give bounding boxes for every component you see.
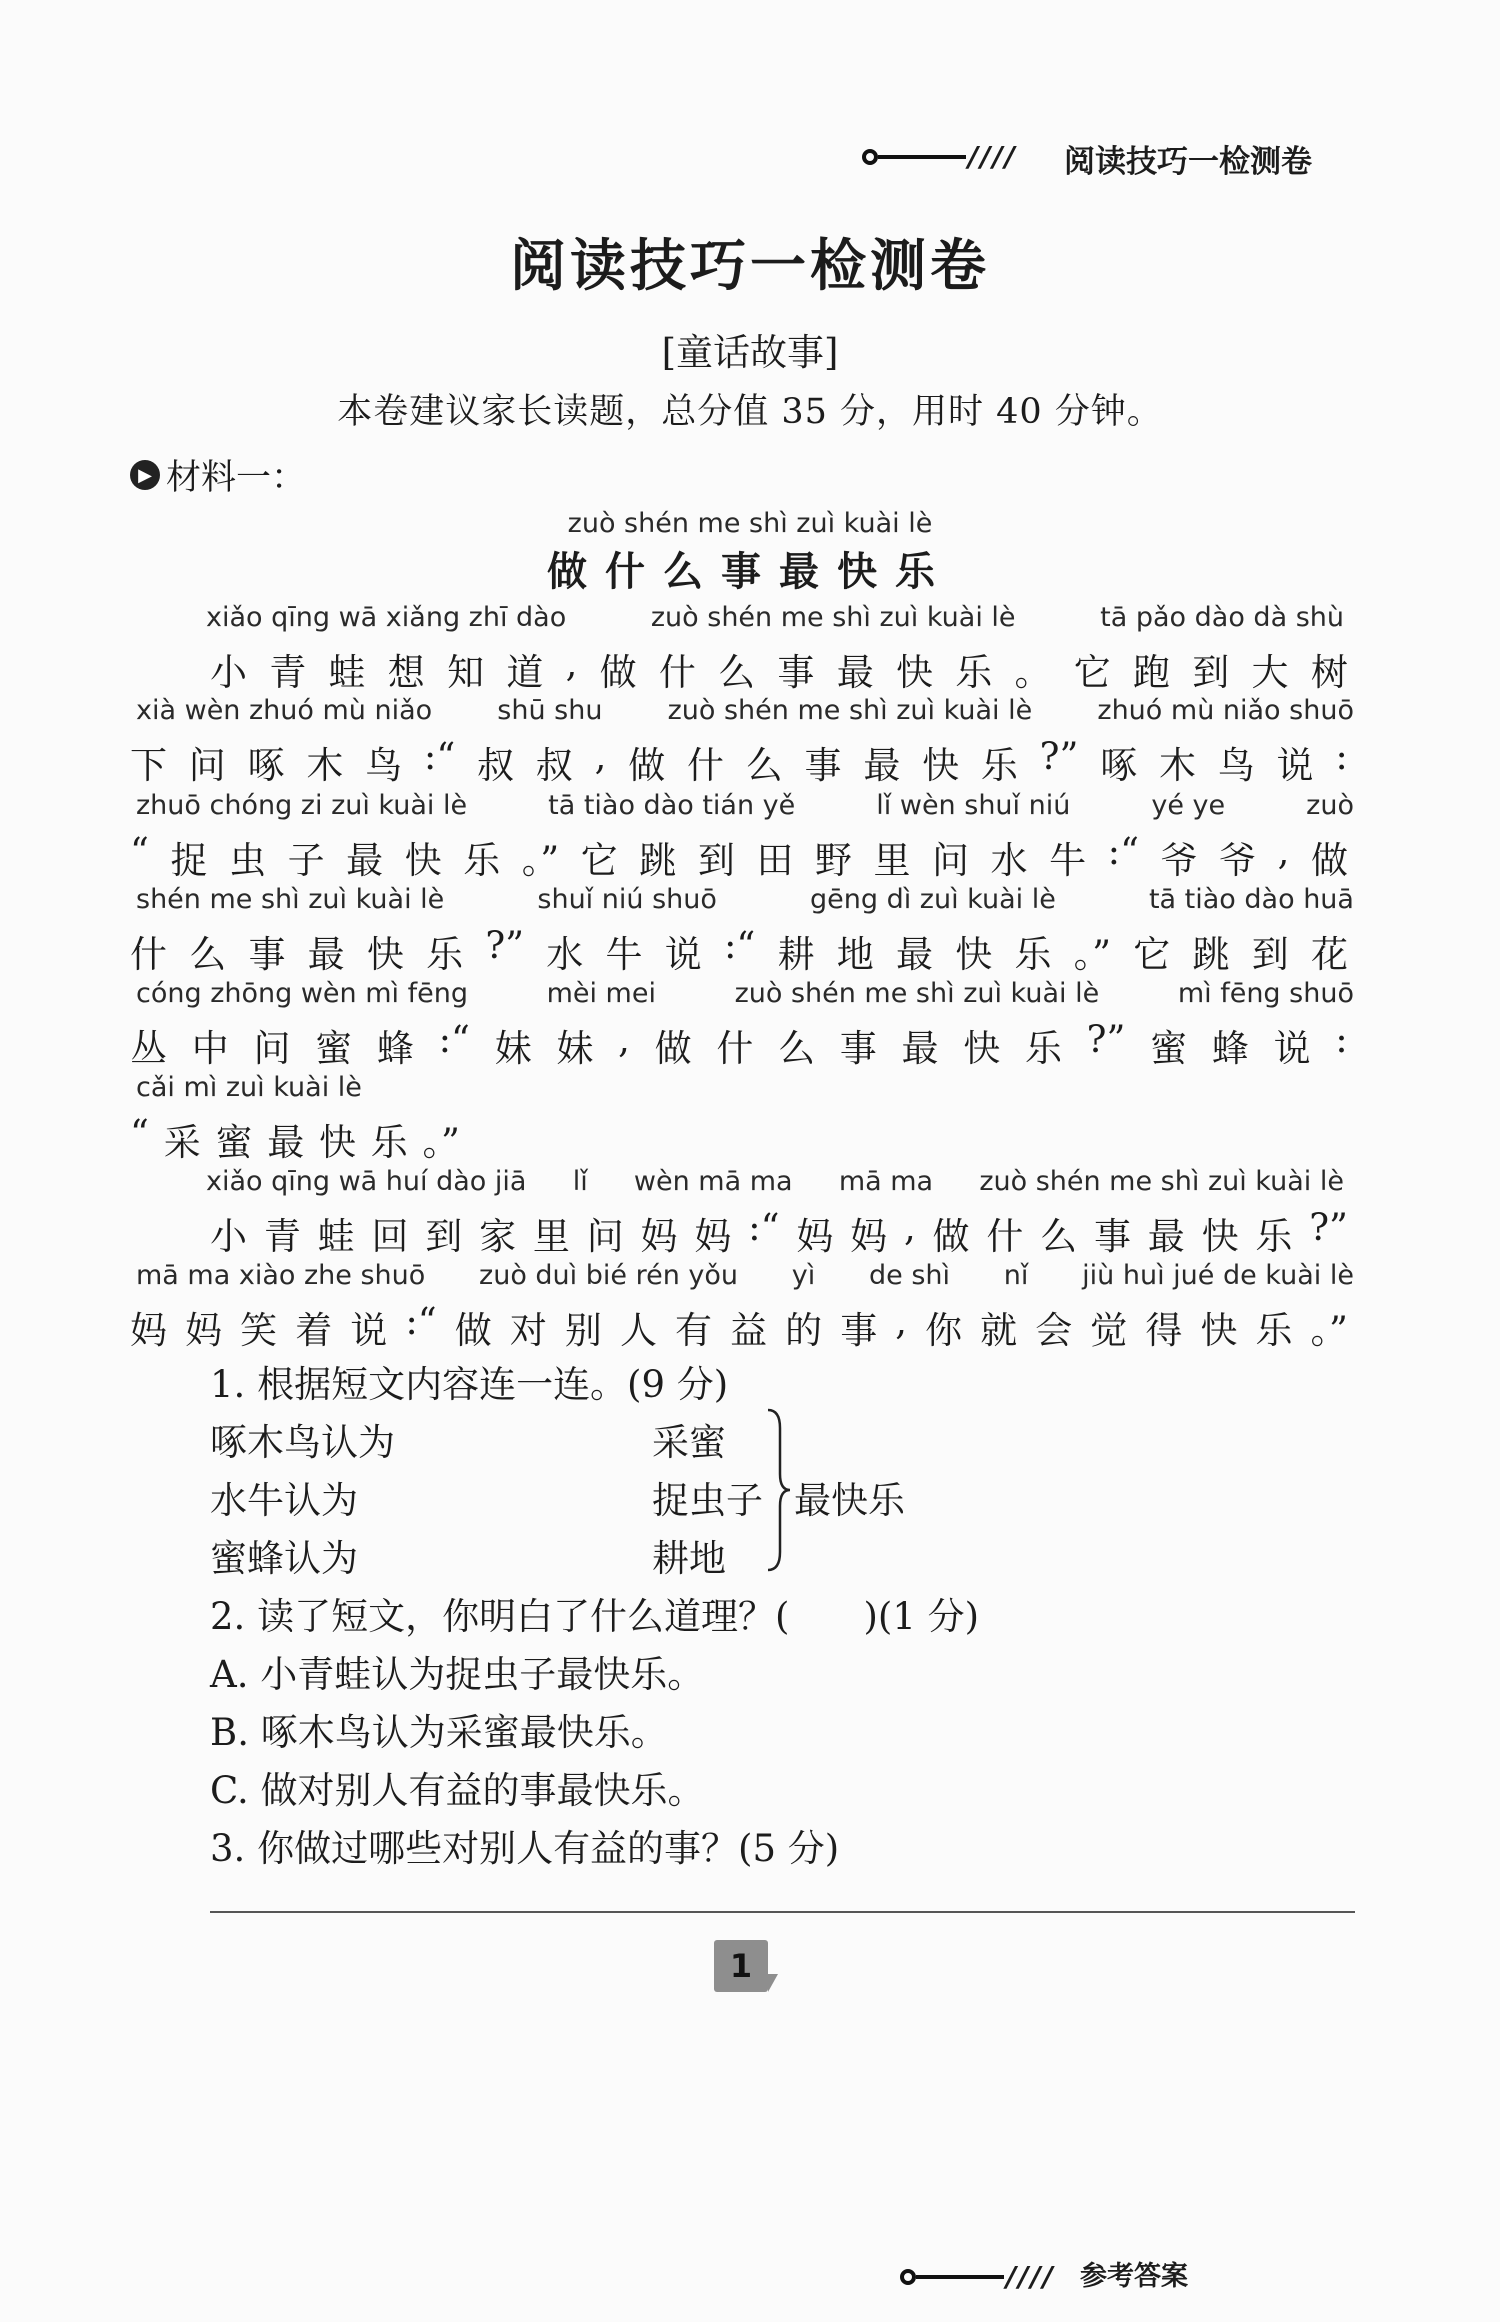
divider xyxy=(210,1911,1355,1913)
story-char: 什 xyxy=(130,933,167,976)
story-char: 牛 xyxy=(1049,839,1087,882)
story-char: 乐 xyxy=(370,1121,408,1164)
pinyin-segment: zuò shén me shì zuì kuài lè xyxy=(650,602,1016,633)
story-text-line xyxy=(130,735,1348,789)
story-char: 问 xyxy=(932,839,969,882)
pinyin-segment: zuò shén me shì zuì kuài lè xyxy=(667,695,1033,726)
story-char: 木 xyxy=(1158,744,1196,787)
story-char: 么 xyxy=(1040,1215,1078,1258)
story-char: 丛 xyxy=(130,1027,167,1070)
pinyin-segment: zhuō chóng zi zuì kuài lè xyxy=(136,790,468,821)
story-char: 木 xyxy=(306,744,344,787)
story-char: 快 xyxy=(963,1027,1001,1070)
story-char: 快 xyxy=(1200,1309,1238,1352)
story-char: , xyxy=(565,642,578,685)
story-char: 大 xyxy=(1251,651,1289,694)
story-char: 最 xyxy=(1147,1215,1185,1258)
story-text-line xyxy=(210,642,1348,696)
story-pinyin-line xyxy=(136,1072,466,1103)
story-char: 得 xyxy=(1145,1309,1183,1352)
q2-option-b: B. 啄木鸟认为采蜜最快乐。 xyxy=(210,1711,668,1754)
pinyin-segment: mèi mei xyxy=(546,978,656,1009)
story-char: :“ xyxy=(1107,830,1140,873)
story-char: 说 xyxy=(664,933,702,976)
story-char: 想 xyxy=(387,651,425,694)
story-char: 说 xyxy=(1276,744,1314,787)
story-char: 知 xyxy=(447,651,485,694)
story-char: 中 xyxy=(191,1027,229,1070)
question-2: 2. 读了短文，你明白了什么道理？( )(1 分) xyxy=(210,1595,980,1638)
story-char: :“ xyxy=(405,1300,437,1343)
story-char: 快 xyxy=(955,933,993,976)
story-text-line xyxy=(130,1300,1348,1354)
story-char: 野 xyxy=(814,839,852,882)
pinyin-segment: mā ma xiào zhe shuō xyxy=(136,1260,426,1291)
pinyin-segment: tā tiào dào huā xyxy=(1148,884,1354,915)
play-icon: ▶ xyxy=(130,460,160,490)
story-char: 子 xyxy=(287,839,325,882)
story-char: ?” xyxy=(1086,1018,1126,1061)
story-char: 跳 xyxy=(639,839,677,882)
story-char: 青 xyxy=(263,1215,301,1258)
q1-left-item: 蜜蜂认为 xyxy=(210,1537,358,1580)
story-char: 着 xyxy=(295,1309,333,1352)
story-char: ?” xyxy=(485,924,525,967)
q1-result: 最快乐 xyxy=(794,1479,905,1522)
story-char: , xyxy=(1277,830,1290,873)
story-char: :“ xyxy=(723,924,756,967)
q1-left-item: 水牛认为 xyxy=(210,1479,358,1522)
story-char: 叔 xyxy=(477,744,515,787)
pinyin-segment: jiù huì jué de kuài lè xyxy=(1082,1260,1354,1291)
story-char: 什 xyxy=(986,1215,1024,1258)
story-char: 跳 xyxy=(1192,933,1230,976)
story-char: 什 xyxy=(658,651,696,694)
story-char: 回 xyxy=(371,1215,409,1258)
story-char: 妹 xyxy=(556,1027,594,1070)
story-char: , xyxy=(895,1300,908,1343)
story-char: 妹 xyxy=(494,1027,532,1070)
story-pinyin-line xyxy=(206,602,1344,633)
story-pinyin-line xyxy=(136,884,1354,915)
pinyin-segment: tā tiào dào tián yě xyxy=(548,790,796,821)
story-char: 妈 xyxy=(640,1215,678,1258)
story-char: :“ xyxy=(423,735,456,778)
story-char: 么 xyxy=(778,1027,816,1070)
story-char: 到 xyxy=(1192,651,1230,694)
pinyin-segment: mì fēng shuō xyxy=(1177,978,1354,1009)
story-char: 蜜 xyxy=(315,1027,353,1070)
story-char: 青 xyxy=(269,651,307,694)
story-char: 蛙 xyxy=(317,1215,355,1258)
story-char: 什 xyxy=(686,744,724,787)
story-char: 蜂 xyxy=(376,1027,414,1070)
story-char: 事 xyxy=(804,744,842,787)
story-char: 你 xyxy=(925,1309,963,1352)
brace-icon xyxy=(766,1408,792,1572)
story-char: 问 xyxy=(586,1215,624,1258)
question-1: 1. 根据短文内容连一连。(9 分) xyxy=(210,1363,729,1406)
story-char: 蜂 xyxy=(1211,1027,1249,1070)
story-char: 快 xyxy=(404,839,442,882)
story-char: 事 xyxy=(839,1027,877,1070)
pinyin-segment: xiǎo qīng wā xiǎng zhī dào xyxy=(206,602,567,633)
pinyin-segment: lǐ wèn shuǐ niú xyxy=(876,790,1071,821)
story-char: , xyxy=(903,1206,916,1249)
intro-text: 本卷建议家长读题，总分值 35 分，用时 40 分钟。 xyxy=(337,392,1163,432)
story-pinyin-line xyxy=(136,695,1354,726)
story-char: 树 xyxy=(1310,651,1348,694)
story-char: 妈 xyxy=(850,1215,888,1258)
story-char: 它 xyxy=(1133,933,1171,976)
story-char: 水 xyxy=(990,839,1028,882)
story-char: 最 xyxy=(901,1027,939,1070)
question-3: 3. 你做过哪些对别人有益的事？(5 分) xyxy=(210,1827,840,1870)
story-char: , xyxy=(618,1018,630,1061)
story-char: 爷 xyxy=(1219,839,1257,882)
story-char: 里 xyxy=(873,839,911,882)
story-char: 做 xyxy=(932,1215,970,1258)
story-char: 做 xyxy=(654,1027,692,1070)
q2-option-a: A. 小青蛙认为捉虫子最快乐。 xyxy=(210,1653,705,1696)
pinyin-segment: cǎi mì zuì kuài lè xyxy=(136,1072,362,1103)
story-char: 花 xyxy=(1310,933,1348,976)
pinyin-segment: shén me shì zuì kuài lè xyxy=(136,884,445,915)
story-char: ?” xyxy=(1039,735,1079,778)
story-char: 地 xyxy=(836,933,874,976)
subtitle: [童话故事] xyxy=(661,331,839,374)
story-char: 最 xyxy=(346,839,384,882)
story-char: 水 xyxy=(546,933,584,976)
story-text-line xyxy=(130,1018,1348,1072)
story-char: 有 xyxy=(675,1309,713,1352)
story-title-pinyin: zuò shén me shì zuì kuài lè xyxy=(567,508,933,539)
pinyin-segment: shuǐ niú shuō xyxy=(537,884,717,915)
story-char: 最 xyxy=(267,1121,305,1164)
q1-right-item: 采蜜 xyxy=(652,1421,726,1464)
story-char: 觉 xyxy=(1090,1309,1128,1352)
header-title: 阅读技巧一检测卷 xyxy=(1064,144,1312,180)
story-char: 就 xyxy=(980,1309,1018,1352)
story-char: 妈 xyxy=(130,1309,167,1352)
story-char: 耕 xyxy=(777,933,815,976)
story-char: 下 xyxy=(130,744,167,787)
story-char: 么 xyxy=(718,651,756,694)
pinyin-segment: zuò shén me shì zuì kuài lè xyxy=(979,1166,1344,1197)
story-char: 叔 xyxy=(535,744,573,787)
page-title: 阅读技巧一检测卷 xyxy=(510,233,990,299)
story-char: 虫 xyxy=(229,839,267,882)
story-char: 乐 xyxy=(1014,933,1052,976)
story-char: 快 xyxy=(318,1121,356,1164)
story-char: 说 xyxy=(1273,1027,1311,1070)
story-char: 捉 xyxy=(170,839,208,882)
story-char: , xyxy=(594,735,607,778)
story-char: 乐 xyxy=(1255,1215,1293,1258)
story-char: 到 xyxy=(697,839,735,882)
story-char: 会 xyxy=(1035,1309,1073,1352)
story-text-line xyxy=(210,1206,1348,1260)
story-char: 最 xyxy=(896,933,933,976)
story-char: 妈 xyxy=(796,1215,834,1258)
page-number: 1 xyxy=(714,1940,768,1992)
story-char: 快 xyxy=(895,651,933,694)
story-char: 它 xyxy=(580,839,618,882)
story-pinyin-line xyxy=(136,790,1354,821)
story-char: 妈 xyxy=(185,1309,223,1352)
story-char: ?” xyxy=(1309,1206,1348,1249)
footer-title: 参考答案 xyxy=(1080,2261,1188,2292)
pinyin-segment: tā pǎo dào dà shù xyxy=(1100,602,1344,633)
pinyin-segment: shū shu xyxy=(497,695,603,726)
story-char: :“ xyxy=(748,1206,780,1249)
pinyin-segment: mā ma xyxy=(838,1166,934,1197)
story-char: 别 xyxy=(564,1309,602,1352)
q1-left-item: 啄木鸟认为 xyxy=(210,1421,395,1464)
pinyin-segment: yé ye xyxy=(1151,790,1226,821)
story-char: 乐 xyxy=(980,744,1018,787)
pinyin-segment: lǐ xyxy=(572,1166,588,1197)
story-char: : xyxy=(1335,735,1348,778)
pinyin-segment: xià wèn zhuó mù niǎo xyxy=(136,695,433,726)
story-char: 蜜 xyxy=(1150,1027,1188,1070)
story-char: 爷 xyxy=(1160,839,1198,882)
story-char: “ xyxy=(130,1112,149,1155)
material-label: ▶ 材料一： xyxy=(130,450,306,500)
story-char: 到 xyxy=(425,1215,463,1258)
story-char: 最 xyxy=(863,744,901,787)
story-char: 里 xyxy=(532,1215,570,1258)
story-char: 做 xyxy=(628,744,666,787)
story-char: 事 xyxy=(248,933,286,976)
story-char: 最 xyxy=(307,933,345,976)
story-char: 。” xyxy=(1310,1309,1348,1352)
story-char: 。 xyxy=(1014,651,1052,694)
story-char: 做 xyxy=(454,1309,492,1352)
pinyin-segment: wèn mā ma xyxy=(633,1166,793,1197)
story-char: 蜜 xyxy=(215,1121,253,1164)
pinyin-segment: zuò shén me shì zuì kuài lè xyxy=(734,978,1100,1009)
q1-right-item: 捉虫子 xyxy=(652,1479,763,1522)
story-text-line xyxy=(130,1112,460,1166)
header-decoration: //// xyxy=(862,140,1017,173)
story-char: 小 xyxy=(210,1215,247,1258)
story-char: 。” xyxy=(422,1121,460,1164)
q2-option-c: C. 做对别人有益的事最快乐。 xyxy=(210,1769,705,1812)
story-char: “ xyxy=(130,830,149,873)
story-char: 乐 xyxy=(1024,1027,1062,1070)
story-char: 问 xyxy=(253,1027,291,1070)
story-char: 乐 xyxy=(463,839,501,882)
story-char: 啄 xyxy=(1100,744,1138,787)
pinyin-segment: nǐ xyxy=(1003,1260,1029,1291)
story-char: 到 xyxy=(1251,933,1289,976)
story-pinyin-line xyxy=(136,978,1354,1009)
story-char: 。” xyxy=(1073,933,1112,976)
story-char: 做 xyxy=(1310,839,1348,882)
pinyin-segment: de shì xyxy=(869,1260,951,1291)
story-char: 蛙 xyxy=(328,651,366,694)
story-char: 啄 xyxy=(247,744,285,787)
story-char: 对 xyxy=(509,1309,547,1352)
story-char: 事 xyxy=(1093,1215,1131,1258)
story-char: 快 xyxy=(922,744,960,787)
story-text-line xyxy=(130,924,1348,978)
story-char: 么 xyxy=(189,933,227,976)
story-char: : xyxy=(1335,1018,1348,1061)
story-char: 道 xyxy=(506,651,544,694)
story-char: 做 xyxy=(599,651,637,694)
story-char: 说 xyxy=(350,1309,388,1352)
story-pinyin-line xyxy=(136,1260,1354,1291)
story-char: 么 xyxy=(745,744,783,787)
pinyin-segment: zuò xyxy=(1306,790,1354,821)
story-char: 小 xyxy=(210,651,247,694)
story-pinyin-line xyxy=(206,1166,1344,1197)
story-char: 问 xyxy=(188,744,226,787)
story-char: 采 xyxy=(163,1121,201,1164)
story-char: 家 xyxy=(479,1215,517,1258)
story-char: 鸟 xyxy=(1217,744,1255,787)
story-char: 田 xyxy=(756,839,794,882)
pinyin-segment: zuò duì bié rén yǒu xyxy=(479,1260,739,1291)
story-char: 乐 xyxy=(1255,1309,1293,1352)
story-char: 快 xyxy=(366,933,404,976)
pinyin-segment: yì xyxy=(791,1260,816,1291)
pinyin-segment: cóng zhōng wèn mì fēng xyxy=(136,978,468,1009)
pinyin-segment: xiǎo qīng wā huí dào jiā xyxy=(206,1166,527,1197)
story-char: 鸟 xyxy=(365,744,403,787)
story-char: 跑 xyxy=(1133,651,1171,694)
story-char: 什 xyxy=(716,1027,754,1070)
story-char: 的 xyxy=(785,1309,823,1352)
story-char: 快 xyxy=(1201,1215,1239,1258)
story-char: 它 xyxy=(1073,651,1111,694)
story-title: 做什么事最快乐 xyxy=(547,548,953,595)
pinyin-segment: gēng dì zuì kuài lè xyxy=(810,884,1056,915)
story-char: :“ xyxy=(438,1018,470,1061)
footer-decoration: //// xyxy=(900,2260,1055,2293)
story-char: 乐 xyxy=(426,933,464,976)
story-char: 牛 xyxy=(605,933,643,976)
story-char: 事 xyxy=(840,1309,878,1352)
story-char: 乐 xyxy=(955,651,993,694)
story-char: 人 xyxy=(619,1309,657,1352)
story-char: 笑 xyxy=(240,1309,278,1352)
story-char: 最 xyxy=(836,651,874,694)
story-char: 益 xyxy=(730,1309,768,1352)
q1-right-item: 耕地 xyxy=(652,1537,726,1580)
story-text-line xyxy=(130,830,1348,884)
story-char: 。” xyxy=(521,839,560,882)
story-char: 妈 xyxy=(694,1215,732,1258)
story-char: 事 xyxy=(777,651,815,694)
pinyin-segment: zhuó mù niǎo shuō xyxy=(1097,695,1354,726)
